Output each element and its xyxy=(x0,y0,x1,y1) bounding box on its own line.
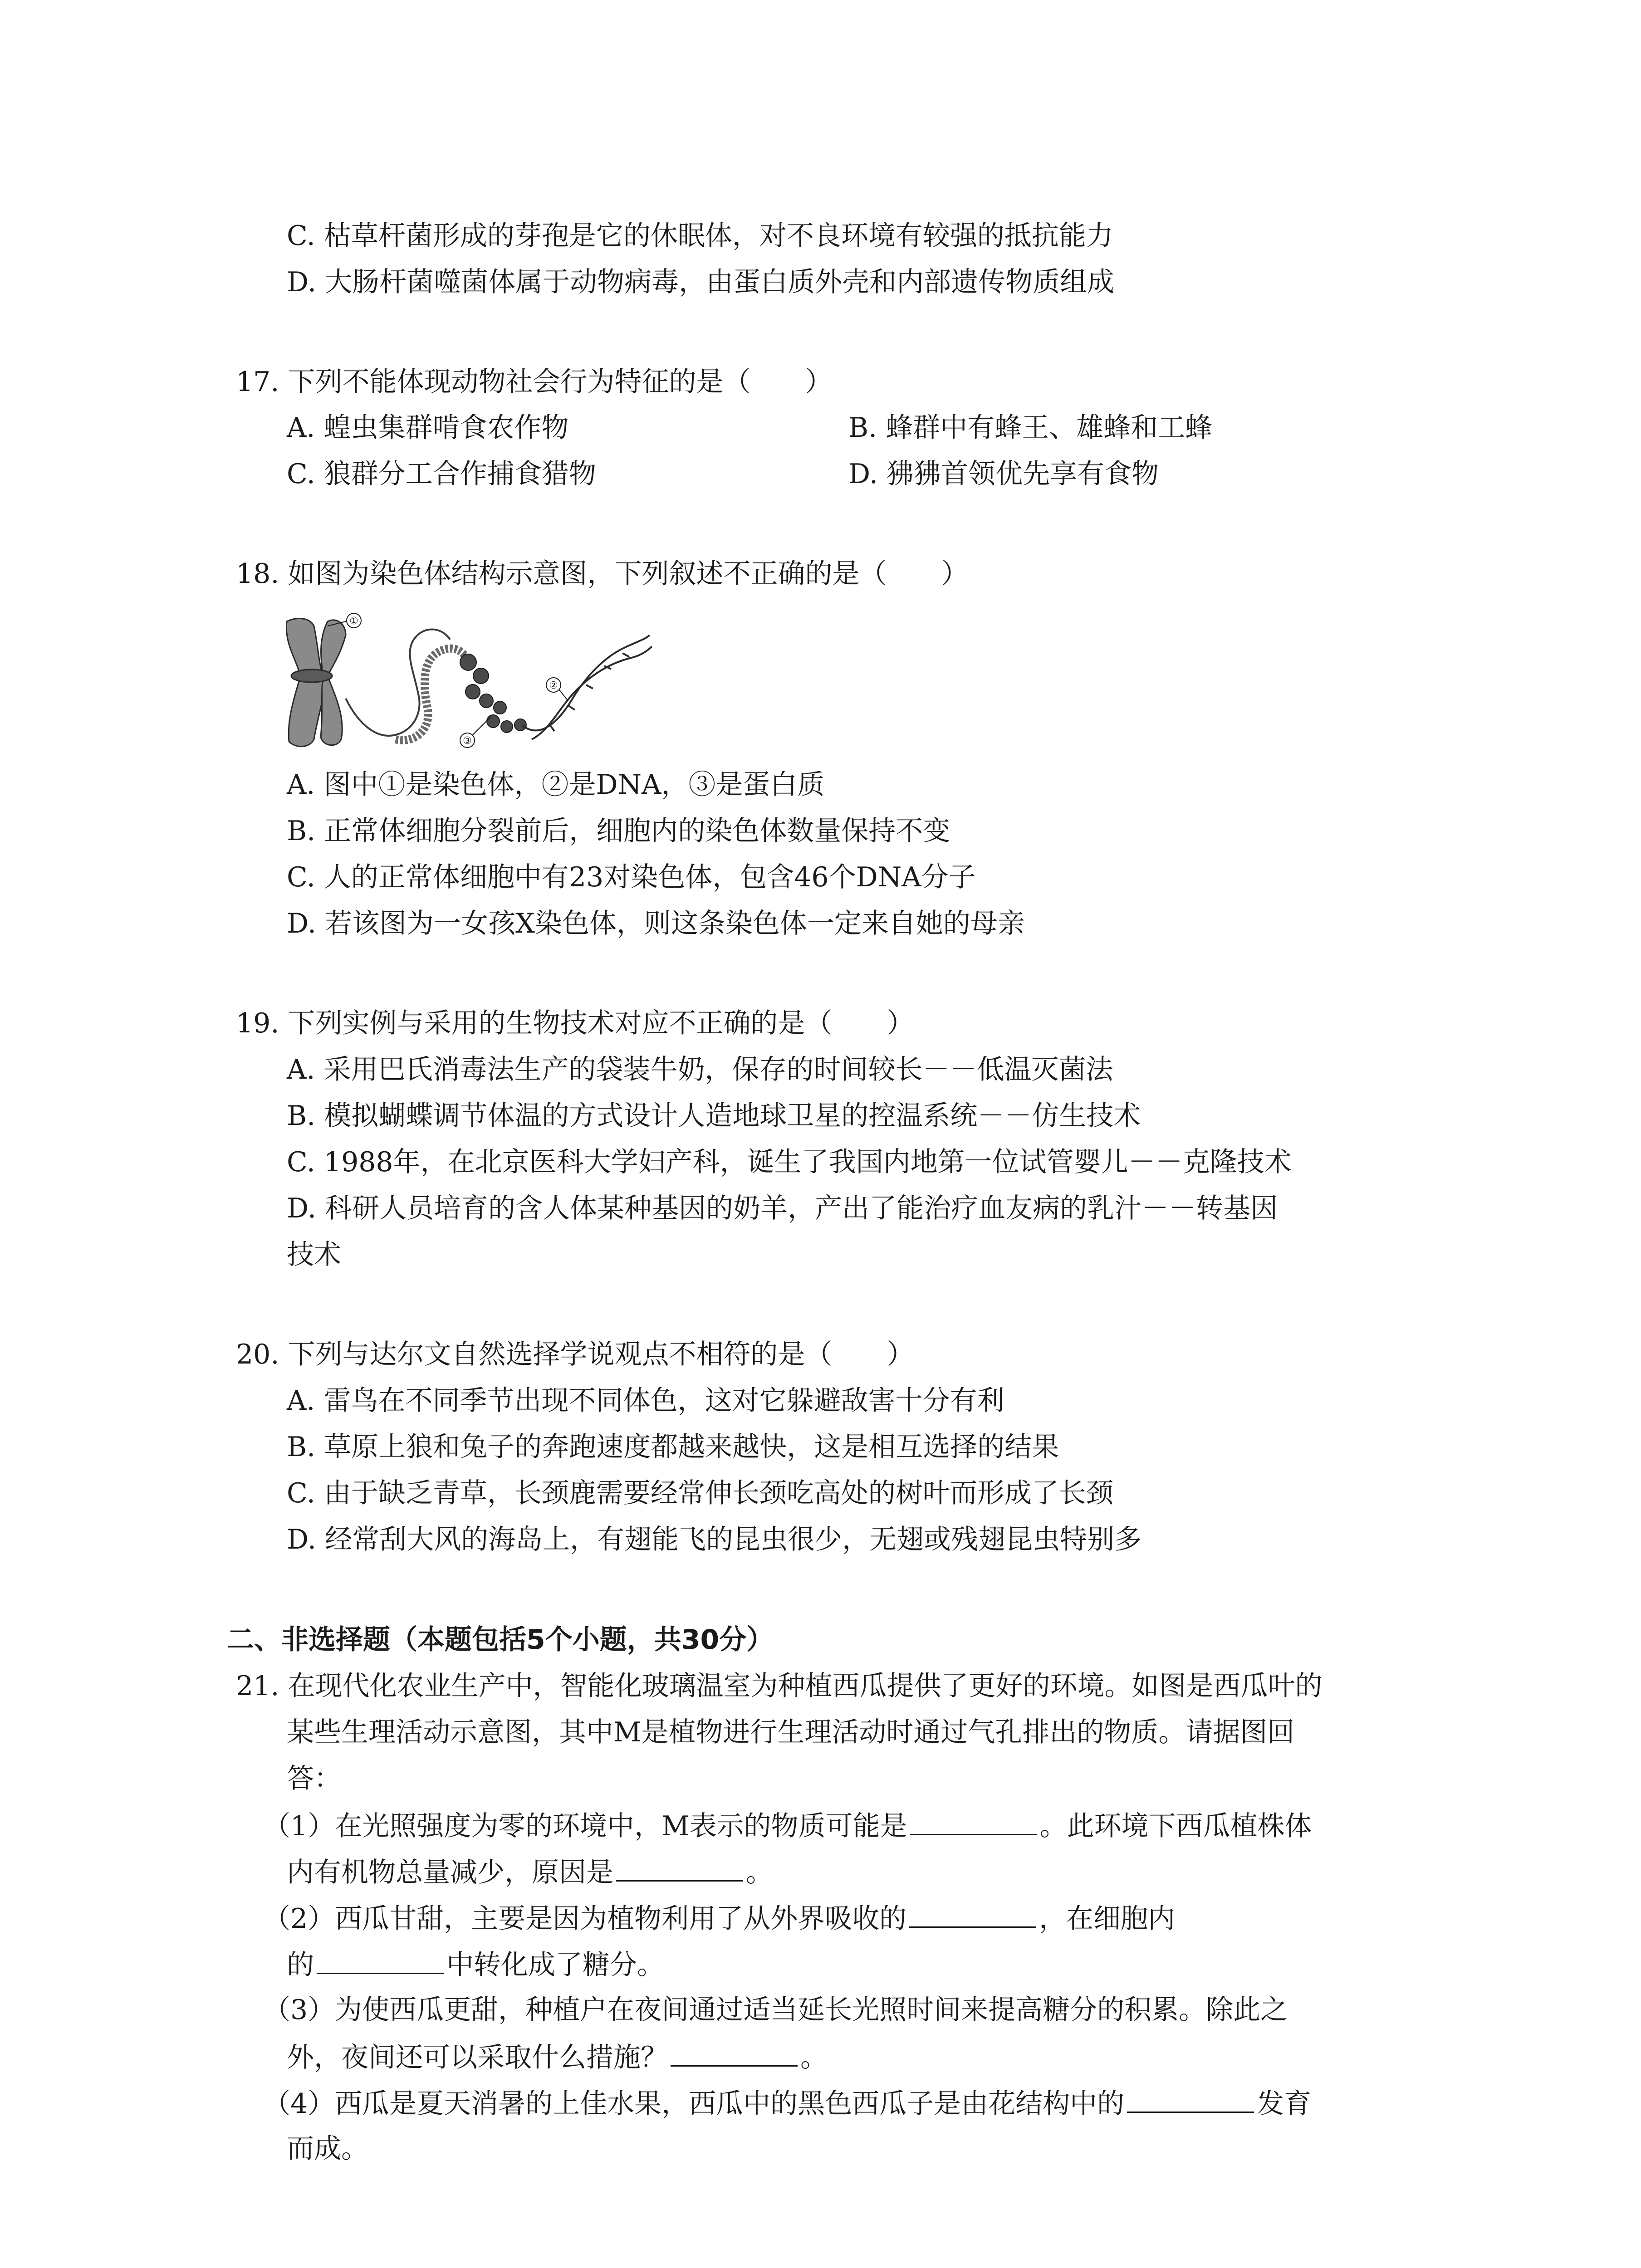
q21-part4-line2: 而成。 xyxy=(287,2133,368,2165)
q16-option-d: D. 大肠杆菌噬菌体属于动物病毒，由蛋白质外壳和内部遗传物质组成 xyxy=(287,266,1115,298)
svg-text:③: ③ xyxy=(463,735,472,747)
q19-option-d-line1: D. 科研人员培育的含人体某种基因的奶羊，产出了能治疗血友病的乳汁－－转基因 xyxy=(287,1193,1278,1224)
svg-text:②: ② xyxy=(549,680,558,691)
q21-part2-text-d: 中转化成了糖分。 xyxy=(446,1949,664,1981)
q21-part3-line1: （3）为使西瓜更甜，种植户在夜间通过适当延长光照时间来提高糖分的积累。除此之 xyxy=(263,1994,1288,2026)
q17-option-d: D. 狒狒首领优先享有食物 xyxy=(848,458,1159,490)
q21-part1-text-b: 。此环境下西瓜植株体 xyxy=(1039,1810,1312,1842)
q21-part2-line1 xyxy=(263,1899,1175,1937)
q21-part3-text-c: 。 xyxy=(800,2042,828,2073)
q21-part3-text-b: 外，夜间还可以采取什么措施？ xyxy=(287,2042,668,2073)
q21-part1-blank-1[interactable] xyxy=(910,1807,1037,1835)
q20-option-b: B. 草原上狼和兔子的奔跑速度都越来越快，这是相互选择的结果 xyxy=(287,1431,1059,1463)
q19-option-c: C. 1988年，在北京医科大学妇产科，诞生了我国内地第一位试管婴儿－－克隆技术 xyxy=(287,1146,1292,1178)
q21-part2-text-c: 的 xyxy=(287,1949,314,1981)
q17-stem: 17. 下列不能体现动物社会行为特征的是（ ） xyxy=(236,366,833,398)
q21-part2-text-b: ，在细胞内 xyxy=(1039,1903,1176,1935)
q21-part3-line2 xyxy=(287,2038,828,2076)
q21-part2-blank-2[interactable] xyxy=(317,1945,444,1974)
q21-part4-blank[interactable] xyxy=(1127,2084,1254,2113)
q21-part1-line1 xyxy=(263,1807,1312,1844)
q18-option-a: A. 图中①是染色体，②是DNA，③是蛋白质 xyxy=(287,769,825,801)
q21-part4-text-a: （4）西瓜是夏天消暑的上佳水果，西瓜中的黑色西瓜子是由花结构中的 xyxy=(263,2088,1125,2120)
q19-option-d-line2: 技术 xyxy=(287,1239,341,1271)
q21-part4-line1 xyxy=(263,2084,1311,2122)
q20-option-a: A. 雷鸟在不同季节出现不同体色，这对它躲避敌害十分有利 xyxy=(287,1385,1004,1417)
q21-stem-line2: 某些生理活动示意图，其中M是植物进行生理活动时通过气孔排出的物质。请据图回 xyxy=(287,1716,1295,1748)
q21-part1-text-c: 内有机物总量减少，原因是 xyxy=(287,1857,613,1888)
q19-option-b: B. 模拟蝴蝶调节体温的方式设计人造地球卫星的控温系统－－仿生技术 xyxy=(287,1100,1141,1132)
q19-option-a: A. 采用巴氏消毒法生产的袋装牛奶，保存的时间较长－－低温灭菌法 xyxy=(287,1054,1113,1085)
q18-option-d: D. 若该图为一女孩X染色体，则这条染色体一定来自她的母亲 xyxy=(287,908,1025,939)
q21-stem-line3: 答： xyxy=(287,1763,341,1794)
section-2-heading: 二、非选择题（本题包括5个小题，共30分） xyxy=(227,1624,774,1656)
q21-part4-text-b: 发育 xyxy=(1257,2088,1312,2120)
q20-stem: 20. 下列与达尔文自然选择学说观点不相符的是（ ） xyxy=(236,1339,914,1370)
q18-option-c: C. 人的正常体细胞中有23对染色体，包含46个DNA分子 xyxy=(287,861,976,893)
q21-part2-line2 xyxy=(287,1945,664,1983)
q20-option-d: D. 经常刮大风的海岛上，有翅能飞的昆虫很少，无翅或残翅昆虫特别多 xyxy=(287,1524,1142,1555)
q21-part1-text-a: （1）在光照强度为零的环境中，M表示的物质可能是 xyxy=(263,1810,907,1842)
q17-option-c: C. 狼群分工合作捕食猎物 xyxy=(287,458,596,490)
q21-part2-blank-1[interactable] xyxy=(909,1899,1036,1928)
q21-stem-line1: 21. 在现代化农业生产中，智能化玻璃温室为种植西瓜提供了更好的环境。如图是西瓜叶的 xyxy=(236,1670,1323,1702)
q21-part1-line2 xyxy=(287,1853,773,1891)
svg-text:①: ① xyxy=(349,616,358,627)
q16-option-c: C. 枯草杆菌形成的芽孢是它的休眠体，对不良环境有较强的抵抗能力 xyxy=(287,220,1113,252)
q19-stem: 19. 下列实例与采用的生物技术对应不正确的是（ ） xyxy=(236,1007,914,1039)
q21-part1-text-d: 。 xyxy=(746,1857,773,1888)
q21-part2-text-a: （2）西瓜甘甜，主要是因为植物利用了从外界吸收的 xyxy=(263,1903,907,1935)
q18-option-b: B. 正常体细胞分裂前后，细胞内的染色体数量保持不变 xyxy=(287,815,950,847)
q21-part3-blank[interactable] xyxy=(671,2038,798,2067)
q21-part1-blank-2[interactable] xyxy=(616,1853,743,1882)
q17-option-a: A. 蝗虫集群啃食农作物 xyxy=(287,412,569,444)
q17-option-b: B. 蜂群中有蜂王、雄蜂和工蜂 xyxy=(848,412,1213,444)
q18-stem: 18. 如图为染色体结构示意图，下列叙述不正确的是（ ） xyxy=(236,558,969,590)
q20-option-c: C. 由于缺乏青草，长颈鹿需要经常伸长颈吃高处的树叶而形成了长颈 xyxy=(287,1477,1113,1509)
chromosome-structure-figure xyxy=(278,608,654,758)
